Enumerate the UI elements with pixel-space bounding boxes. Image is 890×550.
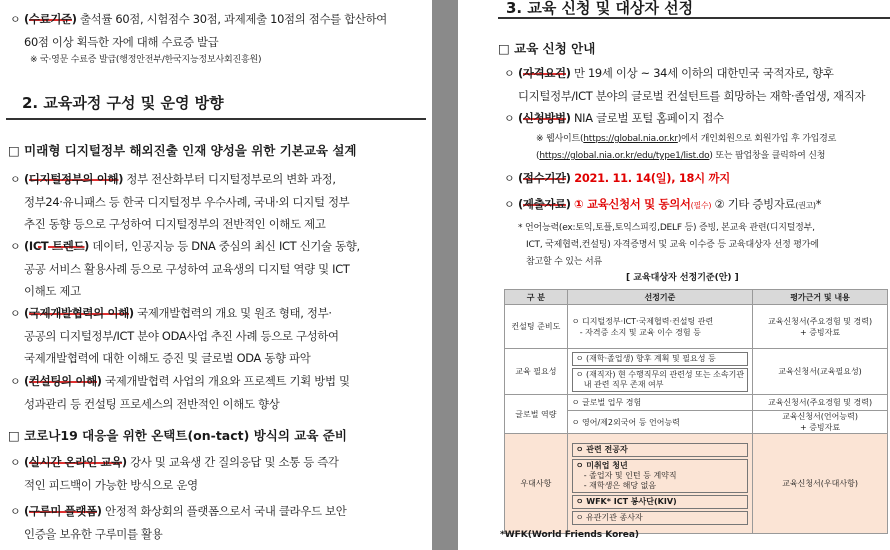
table-row: 컨설팅 준비도 ㅇ 디지털정부·ICT·국제협력·컨설팅 관련 - 자격증 소지 및 교육 이수 경험 등 교육신청서(주요경험 및 경력) + 증빙자료 (505, 305, 888, 349)
list-item: ㅇ (국제개발협력의 이해) 국제개발협력의 개요 및 원조 형태, 정부· 공공의 디지털정부/ICT 분야 ODA사업 추진 사례 등으로 구성하여 국제개발협력에 대한 이해도 증진 및 글로벌 ODA 동향 파악 (10, 306, 339, 365)
list-item: ㅇ (ICT 트렌드) 데이터, 인공지능 등 DNA 중심의 최신 ICT 신기술 동향, 공공 서비스 활용사례 등으로 구성하여 교육생의 디지털 역량 및 ICT 이해도 제고 (10, 239, 360, 298)
table-row: ㅇ 영어/제2외국어 등 언어능력 교육신청서(언어능력) + 증빙자료 (505, 411, 888, 434)
list-item: ㅇ (디지털정부의 이해) 정부 전산화부터 디지털정부로의 변화 과정, 정부24·유니패스 등 한국 디지털정부 우수사례, 국내·외 디지털 정부 추진 동향 등으로 구성하여 디지털정부의 전반적인 이해도 제고 (10, 172, 350, 231)
portal-link[interactable]: https://global.nia.or.kr (583, 134, 678, 144)
method-note-2: (https://global.nia.or.kr/edu/type1/list.do) 또는 팝업창을 클릭하여 신청 (536, 151, 826, 161)
section-2-heading: 2. 교육과정 구성 및 운영 방향 (22, 94, 224, 112)
subheading-application: □ 교육 신청 안내 (498, 41, 596, 56)
table-row: 우대사항 ㅇ 관련 전공자 ㅇ 미취업 청년 - 졸업자 및 인턴 등 계약직 - 재학생은 해당 없음 ㅇ WFK* ICT 봉사단(KIV) ㅇ 유관기관 종사자 교육신청서(우대사항) (505, 434, 888, 534)
section-3-heading: 3. 교육 신청 및 대상자 선정 (506, 0, 694, 17)
table-header-row (505, 290, 888, 305)
section-3-underline (498, 17, 890, 19)
list-item: ㅇ (컨설팅의 이해) 국제개발협력 사업의 개요와 프로젝트 기획 방법 및 성과관리 등 컨설팅 프로세스의 전반적인 이해도 향상 (10, 374, 350, 411)
footnote: *WFK(World Friends Korea) (500, 530, 640, 540)
col-header: 구 분 (505, 290, 568, 305)
list-item: ㅇ (구루미 플랫폼) 안정적 화상회의 플랫폼으로서 국내 클라우드 보안 인증을 보유한 구루미를 활용 (10, 504, 347, 541)
table-row: 글로벌 역량 ㅇ 글로벌 업무 경험 교육신청서(주요경험 및 경력) (505, 395, 888, 411)
completion-criteria-item: ㅇ (수료기준) 출석률 60점, 시험점수 30점, 과제제출 10점의 점수를 합산하여 60점 이상 획득한 자에 대해 수료증 발급 (10, 12, 388, 49)
certificate-note: ※ 국·영문 수료증 발급(행정안전부/한국지능정보사회진흥원) (30, 55, 262, 65)
col-header: 선정기준 (567, 290, 752, 305)
period-item: ㅇ (접수기간) 2021. 11. 14(일), 18시 까지 (504, 171, 730, 185)
col-header: 평가근거 및 내용 (753, 290, 888, 305)
method-item: ㅇ (신청방법) NIA 글로벌 포털 홈페이지 접수 (504, 111, 724, 125)
document-page-right (458, 0, 890, 550)
document-page-left (0, 0, 432, 550)
list-item: ㅇ (실시간 온라인 교육) 강사 및 교육생 간 질의응답 및 소통 등 즉각 적인 피드백이 가능한 방식으로 운영 (10, 455, 339, 492)
subheading-ontact: □ 코로나19 대응을 위한 온택트(on-tact) 방식의 교육 준비 (8, 428, 347, 443)
table-title: [ 교육대상자 선정기준(안) ] (626, 273, 739, 283)
subheading-future-govt: □ 미래형 디지털정부 해외진출 인재 양성을 위한 기본교육 설계 (8, 143, 357, 158)
selection-criteria-table (504, 289, 888, 534)
table-row: 교육 필요성 ㅇ (재학·졸업생) 향후 계획 및 필요성 등 ㅇ (재직자) 현 수행직무의 관련성 또는 소속기관 내 관련 직무 존재 여부 교육신청서(교육필요성) (505, 349, 888, 395)
apply-link[interactable]: https://global.nia.or.kr/edu/type1/list.do (539, 151, 710, 161)
docs-item: ㅇ (제출자료) ① 교육신청서 및 동의서(필수) ② 기타 증빙자료(권고)* (504, 197, 822, 211)
section-2-underline (6, 118, 426, 120)
method-note: ※ 웹사이트(https://global.nia.or.kr)에서 개인회원으로 회원가입 후 가입경로 (536, 134, 837, 144)
docs-note: * 언어능력(ex:토익,토플,토익스피킹,DELF 등) 증빙, 본교육 관련(디지털정부, ICT, 국제협력,컨설팅) 자격증명서 및 교육 이수증 등 교육대상자 선정 평가에 참고할 수 있는 서류 (518, 223, 819, 267)
eligibility-item: ㅇ (자격요건) 만 19세 이상 ~ 34세 이하의 대한민국 국적자로, 향후 디지털정부/ICT 분야의 글로벌 컨설턴트를 희망하는 재학·졸업생, 재직자 (504, 66, 866, 103)
